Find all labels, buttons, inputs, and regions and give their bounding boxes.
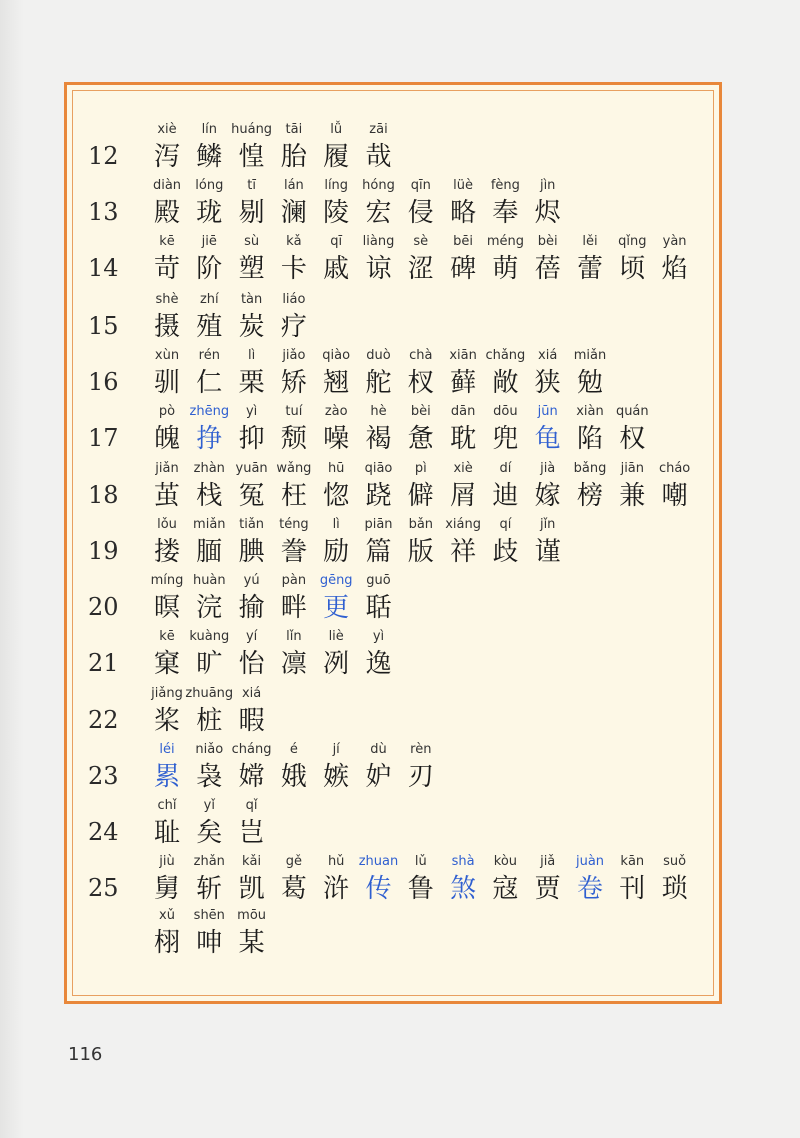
pinyin: liáo	[282, 292, 306, 307]
pinyin: liàng	[362, 234, 395, 249]
hanzi: 旷	[196, 649, 223, 679]
lesson-number: 23	[88, 762, 119, 790]
pinyin: yí	[245, 629, 258, 644]
character-cell	[231, 796, 273, 852]
hanzi: 誊	[280, 537, 307, 567]
hanzi: 浒	[323, 874, 350, 904]
character-cell	[358, 571, 400, 627]
hanzi: 桩	[196, 706, 223, 736]
hanzi: 奉	[492, 198, 519, 228]
hanzi: 更	[323, 593, 350, 623]
hanzi: 传	[365, 874, 392, 904]
pinyin: lì	[247, 348, 256, 363]
pinyin: dí	[499, 461, 512, 476]
pinyin: hè	[370, 404, 387, 419]
pinyin: tuí	[285, 404, 303, 419]
pinyin: dōu	[493, 404, 518, 419]
pinyin: kē	[159, 629, 175, 644]
character-cell	[358, 120, 400, 176]
pinyin: yǐ	[203, 798, 215, 813]
pinyin: xiáng	[445, 517, 481, 532]
pinyin: qí	[499, 517, 512, 532]
hanzi: 葛	[280, 874, 307, 904]
pinyin: chà	[409, 348, 433, 363]
hanzi: 煞	[450, 874, 477, 904]
character-cell	[231, 906, 273, 962]
pinyin: jià	[540, 461, 556, 476]
pinyin: gēng	[319, 573, 353, 588]
pinyin: duò	[366, 348, 391, 363]
hanzi: 矣	[196, 818, 223, 848]
hanzi: 刊	[619, 874, 646, 904]
hanzi: 凯	[238, 874, 265, 904]
pinyin: qī	[330, 234, 343, 249]
hanzi: 聒	[365, 593, 392, 623]
pinyin: bèi	[537, 234, 558, 249]
pinyin: dù	[370, 742, 387, 757]
pinyin: xiān	[449, 348, 477, 363]
pinyin: lǚ	[330, 122, 343, 137]
pinyin: dān	[450, 404, 476, 419]
pinyin: hǔ	[327, 854, 345, 869]
hanzi: 驯	[153, 368, 180, 398]
pinyin: xiá	[538, 348, 558, 363]
hanzi: 谨	[534, 537, 561, 567]
pinyin: kē	[159, 234, 175, 249]
character-cell	[611, 402, 653, 458]
hanzi: 烬	[534, 198, 561, 228]
hanzi: 袅	[196, 762, 223, 792]
character-cell	[654, 852, 696, 908]
hanzi: 桨	[153, 706, 180, 736]
hanzi: 榜	[576, 481, 603, 511]
vocab-row	[88, 852, 708, 908]
pinyin: bǎn	[408, 517, 434, 532]
hanzi: 苛	[153, 254, 180, 284]
hanzi: 宏	[365, 198, 392, 228]
lesson-number: 21	[88, 649, 119, 677]
pinyin: zāi	[369, 122, 388, 137]
pinyin: xiè	[453, 461, 473, 476]
pinyin: sù	[244, 234, 260, 249]
pinyin: léi	[159, 742, 175, 757]
hanzi: 栗	[238, 368, 265, 398]
pinyin: yì	[245, 404, 258, 419]
pinyin: liè	[328, 629, 344, 644]
hanzi: 胎	[280, 142, 307, 172]
pinyin: cháng	[231, 742, 272, 757]
hanzi: 塑	[238, 254, 265, 284]
hanzi: 惚	[323, 481, 350, 511]
hanzi: 挣	[196, 424, 223, 454]
character-cell	[654, 232, 696, 288]
hanzi: 妒	[365, 762, 392, 792]
hanzi: 娥	[280, 762, 307, 792]
vocab-row	[88, 232, 708, 288]
pinyin: kān	[620, 854, 645, 869]
pinyin: zhuāng	[185, 686, 234, 701]
pinyin: chǎng	[485, 348, 526, 363]
pinyin: bǎng	[573, 461, 607, 476]
pinyin: lǔ	[414, 854, 427, 869]
hanzi: 耽	[450, 424, 477, 454]
pinyin: quán	[615, 404, 649, 419]
hanzi: 澜	[280, 198, 307, 228]
pinyin: xiàn	[576, 404, 604, 419]
pinyin: wǎng	[276, 461, 312, 476]
pinyin: piān	[364, 517, 393, 532]
pinyin: guō	[366, 573, 391, 588]
vocab-row	[88, 571, 708, 627]
character-cell	[654, 459, 696, 515]
hanzi: 嫁	[534, 481, 561, 511]
pinyin: qǐ	[245, 798, 258, 813]
hanzi: 龟	[534, 424, 561, 454]
hanzi: 碑	[450, 254, 477, 284]
hanzi: 贾	[534, 874, 561, 904]
hanzi: 哉	[365, 142, 392, 172]
pinyin: lǐn	[286, 629, 302, 644]
hanzi: 舵	[365, 368, 392, 398]
pinyin: rén	[198, 348, 220, 363]
hanzi: 嘲	[661, 481, 688, 511]
hanzi: 鲁	[407, 874, 434, 904]
hanzi: 惫	[407, 424, 434, 454]
hanzi: 卷	[576, 874, 603, 904]
pinyin: cháo	[658, 461, 691, 476]
hanzi: 某	[238, 928, 265, 958]
pinyin: yú	[243, 573, 260, 588]
lesson-number: 20	[88, 593, 119, 621]
hanzi: 剔	[238, 198, 265, 228]
hanzi: 斩	[196, 874, 223, 904]
vocab-row	[88, 515, 708, 571]
hanzi: 摄	[153, 312, 180, 342]
pinyin: jí	[332, 742, 340, 757]
pinyin: kòu	[493, 854, 518, 869]
lesson-number: 25	[88, 874, 119, 902]
hanzi: 权	[619, 424, 646, 454]
pinyin: pàn	[281, 573, 307, 588]
hanzi: 翘	[323, 368, 350, 398]
vocab-row	[88, 290, 708, 346]
pinyin: qǐng	[618, 234, 647, 249]
hanzi: 涩	[407, 254, 434, 284]
pinyin: tiǎn	[239, 517, 265, 532]
pinyin: juàn	[575, 854, 605, 869]
pinyin: kǎ	[286, 234, 302, 249]
hanzi: 戚	[323, 254, 350, 284]
hanzi: 矫	[280, 368, 307, 398]
hanzi: 暇	[238, 706, 265, 736]
hanzi: 兜	[492, 424, 519, 454]
pinyin: pò	[158, 404, 176, 419]
hanzi: 逸	[365, 649, 392, 679]
hanzi: 陷	[576, 424, 603, 454]
pinyin: xǔ	[159, 908, 175, 923]
lesson-number: 17	[88, 424, 119, 452]
hanzi: 嫉	[323, 762, 350, 792]
pinyin: qīn	[410, 178, 431, 193]
pinyin: méng	[486, 234, 524, 249]
hanzi: 枉	[280, 481, 307, 511]
hanzi: 抑	[238, 424, 265, 454]
hanzi: 岂	[238, 818, 265, 848]
hanzi: 搂	[153, 537, 180, 567]
pinyin: chǐ	[157, 798, 177, 813]
pinyin: hū	[327, 461, 345, 476]
lesson-number: 18	[88, 481, 119, 509]
pinyin: jūn	[537, 404, 558, 419]
pinyin: yuān	[235, 461, 268, 476]
pinyin: diàn	[152, 178, 182, 193]
pinyin: shà	[451, 854, 475, 869]
vocab-row	[88, 906, 708, 962]
hanzi: 呻	[196, 928, 223, 958]
pinyin: pì	[414, 461, 427, 476]
pinyin: tàn	[240, 292, 263, 307]
pinyin: jiān	[620, 461, 645, 476]
hanzi: 寇	[492, 874, 519, 904]
lesson-number: 15	[88, 312, 119, 340]
hanzi: 版	[407, 537, 434, 567]
hanzi: 蕾	[576, 254, 603, 284]
pinyin: lüè	[453, 178, 474, 193]
pinyin: kǎi	[242, 854, 262, 869]
hanzi: 栈	[196, 481, 223, 511]
vocab-row	[88, 459, 708, 515]
lesson-number: 22	[88, 706, 119, 734]
hanzi: 暝	[153, 593, 180, 623]
pinyin: jiǎo	[282, 348, 306, 363]
pinyin: fèng	[490, 178, 520, 193]
vocab-row	[88, 627, 708, 683]
pinyin: xiá	[241, 686, 262, 701]
character-cell	[273, 290, 315, 346]
hanzi: 畔	[280, 593, 307, 623]
hanzi: 阶	[196, 254, 223, 284]
hanzi: 卡	[280, 254, 307, 284]
character-cell	[358, 627, 400, 683]
lesson-number: 13	[88, 198, 119, 226]
pinyin: huàn	[192, 573, 226, 588]
character-cell	[527, 176, 569, 232]
hanzi: 狭	[534, 368, 561, 398]
pinyin: lǒu	[157, 517, 177, 532]
hanzi: 勉	[576, 368, 603, 398]
vocab-row	[88, 176, 708, 232]
hanzi: 兼	[619, 481, 646, 511]
hanzi: 褐	[365, 424, 392, 454]
character-cell	[400, 740, 442, 796]
hanzi: 累	[153, 762, 180, 792]
hanzi: 歧	[492, 537, 519, 567]
character-cell	[231, 684, 273, 740]
pinyin: shēn	[193, 908, 225, 923]
hanzi: 祥	[450, 537, 477, 567]
hanzi: 刃	[407, 762, 434, 792]
pinyin: bèi	[410, 404, 431, 419]
pinyin: xiè	[157, 122, 177, 137]
hanzi: 履	[323, 142, 350, 172]
lesson-number: 16	[88, 368, 119, 396]
pinyin: lěi	[582, 234, 598, 249]
pinyin: zhēng	[189, 404, 230, 419]
pinyin: yàn	[662, 234, 687, 249]
hanzi: 腆	[238, 537, 265, 567]
hanzi: 琐	[661, 874, 688, 904]
hanzi: 怡	[238, 649, 265, 679]
pinyin: yì	[372, 629, 385, 644]
hanzi: 僻	[407, 481, 434, 511]
pinyin: jiǎng	[151, 686, 183, 701]
vocab-row	[88, 120, 708, 176]
hanzi: 泻	[153, 142, 180, 172]
vocab-row	[88, 684, 708, 740]
pinyin: huáng	[231, 122, 273, 137]
hanzi: 揄	[238, 593, 265, 623]
hanzi: 篇	[365, 537, 392, 567]
hanzi: 魄	[153, 424, 180, 454]
pinyin: zhuan	[358, 854, 399, 869]
pinyin: lóng	[195, 178, 224, 193]
pinyin: bēi	[453, 234, 474, 249]
pinyin: gě	[285, 854, 303, 869]
pinyin: míng	[150, 573, 184, 588]
pinyin: suǒ	[663, 854, 687, 869]
hanzi: 鳞	[196, 142, 223, 172]
hanzi: 炭	[238, 312, 265, 342]
pinyin: zào	[324, 404, 348, 419]
hanzi: 殖	[196, 312, 223, 342]
hanzi: 侵	[407, 198, 434, 228]
hanzi: 谅	[365, 254, 392, 284]
pinyin: é	[289, 742, 298, 757]
lesson-number: 19	[88, 537, 119, 565]
pinyin: mōu	[237, 908, 267, 923]
hanzi: 陵	[323, 198, 350, 228]
character-cell	[527, 515, 569, 571]
pinyin: niǎo	[195, 742, 224, 757]
hanzi: 凛	[280, 649, 307, 679]
hanzi: 殿	[153, 198, 180, 228]
vocab-row	[88, 796, 708, 852]
pinyin: hóng	[362, 178, 395, 193]
hanzi: 疗	[280, 312, 307, 342]
hanzi: 耻	[153, 818, 180, 848]
hanzi: 浣	[196, 593, 223, 623]
pinyin: líng	[324, 178, 349, 193]
hanzi: 冽	[323, 649, 350, 679]
pinyin: lín	[201, 122, 218, 137]
pinyin: jiǎ	[540, 854, 556, 869]
pinyin: zhí	[199, 292, 219, 307]
vocab-row	[88, 740, 708, 796]
hanzi: 颓	[280, 424, 307, 454]
hanzi: 仁	[196, 368, 223, 398]
hanzi: 屑	[450, 481, 477, 511]
lesson-number: 14	[88, 254, 119, 282]
hanzi: 励	[323, 537, 350, 567]
pinyin: tāi	[285, 122, 303, 137]
hanzi: 迪	[492, 481, 519, 511]
pinyin: zhàn	[193, 461, 225, 476]
pinyin: qiāo	[364, 461, 393, 476]
hanzi: 嫦	[238, 762, 265, 792]
lesson-number: 12	[88, 142, 119, 170]
hanzi: 腼	[196, 537, 223, 567]
pinyin: miǎn	[573, 348, 607, 363]
hanzi: 萌	[492, 254, 519, 284]
pinyin: shè	[155, 292, 179, 307]
hanzi: 冤	[238, 481, 265, 511]
pinyin: miǎn	[193, 517, 226, 532]
hanzi: 顷	[619, 254, 646, 284]
pinyin: rèn	[410, 742, 432, 757]
pinyin: jǐn	[539, 517, 556, 532]
vocab-row	[88, 346, 708, 402]
hanzi: 珑	[196, 198, 223, 228]
page-number: 116	[68, 1044, 103, 1065]
hanzi: 惶	[238, 142, 265, 172]
hanzi: 噪	[323, 424, 350, 454]
hanzi: 焰	[661, 254, 688, 284]
hanzi: 敞	[492, 368, 519, 398]
hanzi: 蓓	[534, 254, 561, 284]
hanzi: 杈	[407, 368, 434, 398]
pinyin: téng	[279, 517, 309, 532]
hanzi: 栩	[153, 928, 180, 958]
pinyin: zhǎn	[193, 854, 225, 869]
pinyin: jiē	[201, 234, 217, 249]
hanzi: 茧	[153, 481, 180, 511]
hanzi: 略	[450, 198, 477, 228]
vocab-row	[88, 402, 708, 458]
pinyin: jìn	[539, 178, 556, 193]
lesson-number: 24	[88, 818, 119, 846]
hanzi: 窠	[153, 649, 180, 679]
character-cell	[569, 346, 611, 402]
pinyin: jiù	[159, 854, 175, 869]
pinyin: tī	[247, 178, 256, 193]
pinyin: lì	[332, 517, 340, 532]
pinyin: sè	[413, 234, 429, 249]
pinyin: lán	[283, 178, 304, 193]
scan-edge-shadow	[0, 0, 24, 1138]
pinyin: kuàng	[189, 629, 230, 644]
pinyin: qiào	[322, 348, 351, 363]
pinyin: jiǎn	[155, 461, 179, 476]
hanzi: 跷	[365, 481, 392, 511]
hanzi: 舅	[153, 874, 180, 904]
pinyin: xùn	[154, 348, 180, 363]
hanzi: 藓	[450, 368, 477, 398]
